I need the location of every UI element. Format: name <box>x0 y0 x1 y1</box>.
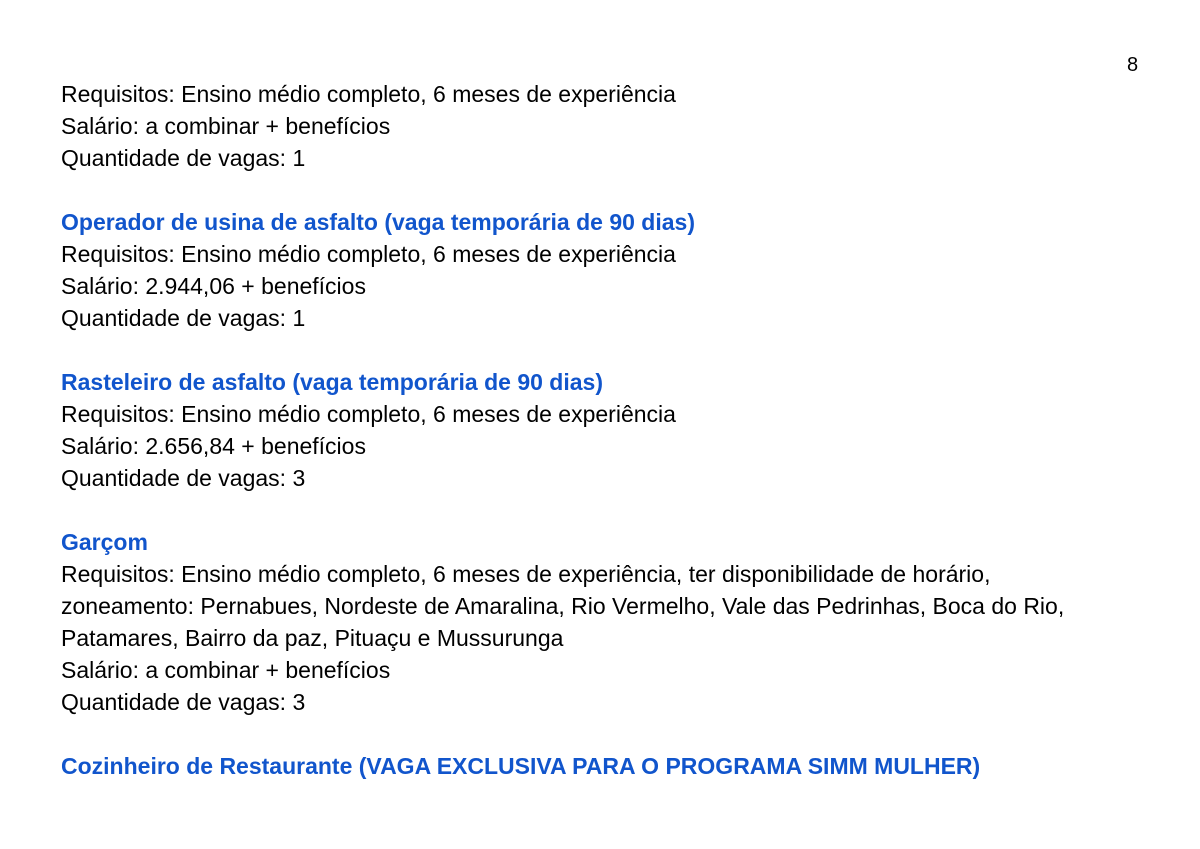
job-openings: Quantidade de vagas: 3 <box>61 465 306 491</box>
job-title: Operador de usina de asfalto (vaga temporária de 90 dias) <box>61 209 695 235</box>
job-requirements: Requisitos: Ensino médio completo, 6 meses de experiência, ter disponibilidade de horário, <box>61 561 991 587</box>
job-requirements: Requisitos: Ensino médio completo, 6 meses de experiência <box>61 81 676 107</box>
spacer <box>61 174 1171 206</box>
job-title: Cozinheiro de Restaurante (VAGA EXCLUSIVA PARA O PROGRAMA SIMM MULHER) <box>61 753 981 779</box>
job-operador-usina <box>61 206 1171 334</box>
job-requirements: Requisitos: Ensino médio completo, 6 meses de experiência <box>61 401 676 427</box>
page-number: 8 <box>1127 54 1139 76</box>
spacer <box>61 334 1171 366</box>
job-continuation <box>61 78 1171 174</box>
job-title: Garçom <box>61 529 148 555</box>
job-requirements: Requisitos: Ensino médio completo, 6 meses de experiência <box>61 241 676 267</box>
job-salary: Salário: a combinar + benefícios <box>61 113 391 139</box>
job-salary: Salário: 2.944,06 + benefícios <box>61 273 366 299</box>
job-rasteleiro <box>61 366 1171 494</box>
job-salary: Salário: 2.656,84 + benefícios <box>61 433 366 459</box>
job-requirements-continued: zoneamento: Pernabues, Nordeste de Amaralina, Rio Vermelho, Vale das Pedrinhas, Boca do Rio, <box>61 593 1065 619</box>
job-openings: Quantidade de vagas: 3 <box>61 689 306 715</box>
spacer <box>61 494 1171 526</box>
job-requirements-continued: Patamares, Bairro da paz, Pituaçu e Mussurunga <box>61 625 564 651</box>
job-openings: Quantidade de vagas: 1 <box>61 145 306 171</box>
job-openings: Quantidade de vagas: 1 <box>61 305 306 331</box>
job-salary: Salário: a combinar + benefícios <box>61 657 391 683</box>
spacer <box>61 718 1171 750</box>
job-cozinheiro <box>61 750 1171 782</box>
job-garcom <box>61 526 1171 718</box>
job-listing-content <box>61 78 1171 782</box>
job-title: Rasteleiro de asfalto (vaga temporária de 90 dias) <box>61 369 603 395</box>
